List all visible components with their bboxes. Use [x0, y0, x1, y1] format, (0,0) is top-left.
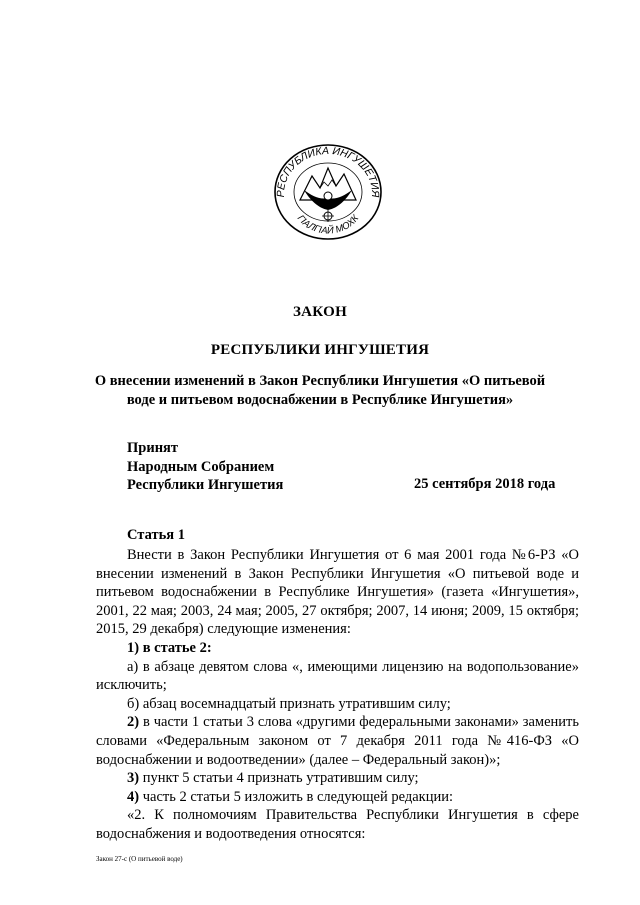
item-1-label-text: 1) в статье 2: [127, 639, 212, 656]
item-3 [96, 769, 579, 788]
svg-text:РЕСПУБЛИКА ИНГУШЕТИЯ [275, 145, 381, 198]
seal-top-text: РЕСПУБЛИКА ИНГУШЕТИЯ [274, 144, 382, 198]
item-2-label: 2) [127, 714, 140, 731]
page-footer: Закон 27-с (О питьевой воде) [96, 855, 183, 863]
item-4-label: 4) [127, 788, 140, 805]
item-4-text: часть 2 статьи 5 изложить в следующей редакции: [139, 788, 454, 805]
adoption-block [127, 439, 283, 495]
item-3-text: пункт 5 статьи 4 признать утратившим силу; [139, 770, 419, 787]
item-4 [96, 788, 579, 807]
item-1a: а) в абзаце девятом слова «, имеющими лицензию на водопользование» исключить; [96, 658, 579, 694]
quoted-clause: «2. К полномочиям Правительства Республики Ингушетия в сфере водоснабжения и водоотведения относятся: [96, 807, 579, 842]
seal-bottom-text: ГIАЛГIАЙ МОХК [294, 213, 362, 237]
document-subtitle [0, 372, 640, 410]
republic-seal-icon [270, 138, 386, 242]
document-title: ЗАКОН [292, 304, 348, 320]
article-intro: Внести в Закон Республики Ингушетия от 6 мая 2001 года №6-РЗ «О внесении изменений в Закон Республики Ингушетия «О питьевой воде и питьевом водоснабжении в Республике Ингушетия» (газета «Ингушетия», 2001, 22 мая; 2003, 24 мая; 2005, 27 октября; 2007, 14 июня; 2009, 15 октября; 2015, 29 декабря) следующие изменения: [96, 547, 579, 638]
article-body [96, 546, 579, 844]
item-1b: б) абзац восемнадцатый признать утратившим силу; [127, 695, 451, 712]
adopted-line-3: Республики Ингушетия [127, 477, 284, 493]
subtitle-line-1: О внесении изменений в Закон Республики Ингушетия «О питьевой [94, 373, 546, 389]
item-2-text: в части 1 статьи 3 слова «другими федеральными законами» заменить словами «Федеральным законом от 7 декабря 2011 года №416-ФЗ «О водоснабжении и водоотведении» (далее – Федеральный закон)»; [96, 714, 579, 768]
adopted-line-1: Принят [127, 440, 179, 456]
adoption-date: 25 сентября 2018 года [414, 476, 556, 492]
document-republic: РЕСПУБЛИКИ ИНГУШЕТИЯ [210, 342, 430, 358]
item-3-label: 3) [127, 770, 140, 787]
item-1-label [96, 639, 579, 658]
subtitle-line-2: воде и питьевом водоснабжении в Республике Ингушетия» [126, 392, 514, 408]
article-title: Статья 1 [127, 527, 185, 543]
adopted-line-2: Народным Собранием [127, 458, 275, 475]
item-2 [96, 713, 579, 769]
